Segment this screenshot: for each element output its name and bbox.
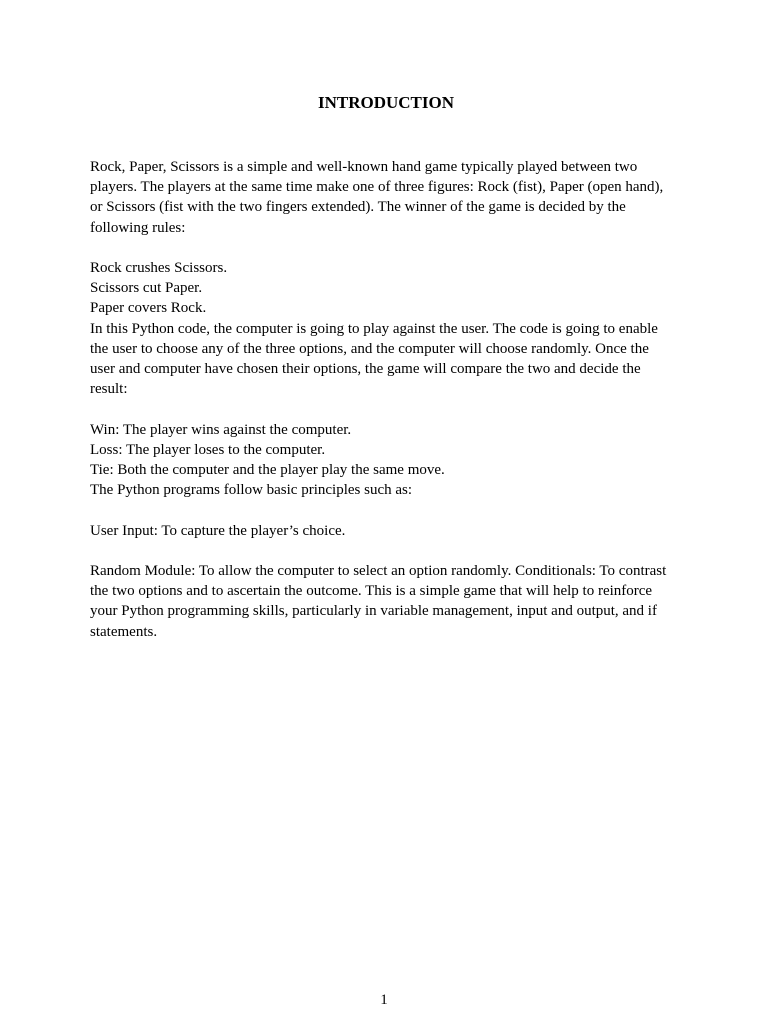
page-title: INTRODUCTION (317, 93, 455, 112)
text-line: or Scissors (fist with the two fingers extended). The winner of the game is decided by the (90, 199, 626, 216)
paragraph-rules (90, 258, 690, 399)
text-line: Random Module: To allow the computer to select an option randomly. Conditionals: To contrast (90, 563, 667, 579)
text-line: The Python programs follow basic principles such as: (90, 482, 413, 499)
text-line: user and computer have chosen their options, the game will compare the two and decide the (90, 361, 641, 378)
paragraph-results (90, 420, 690, 501)
text-line: statements. (90, 623, 158, 640)
paragraph-intro (90, 157, 690, 238)
paragraph-user-input (90, 521, 690, 541)
text-line: the two options and to ascertain the outcome. This is a simple game that will help to reinforce (90, 583, 653, 600)
text-line: Tie: Both the computer and the player play the same move. (90, 462, 445, 479)
text-line: In this Python code, the computer is going to play against the user. The code is going to enable (90, 320, 658, 337)
paragraph-random-module (90, 561, 690, 642)
page-number: 1 (380, 992, 388, 1008)
text-line: Loss: The player loses to the computer. (90, 441, 326, 458)
text-line: Scissors cut Paper. (90, 280, 203, 297)
text-line: result: (90, 381, 128, 398)
text-line: User Input: To capture the player’s choice. (90, 522, 346, 539)
text-line: players. The players at the same time make one of three figures: Rock (fist), Paper (open hand), (90, 179, 664, 196)
text-line: Win: The player wins against the computer. (90, 421, 352, 438)
text-line: Rock, Paper, Scissors is a simple and well-known hand game typically played between two (90, 159, 638, 175)
text-line: the user to choose any of the three options, and the computer will choose randomly. Once the (90, 340, 649, 357)
text-line: Rock crushes Scissors. (90, 260, 228, 276)
text-line: following rules: (90, 219, 186, 236)
text-line: your Python programming skills, particularly in variable management, input and output, and if (90, 603, 657, 620)
text-line: Paper covers Rock. (90, 300, 207, 317)
body-text (90, 157, 690, 642)
